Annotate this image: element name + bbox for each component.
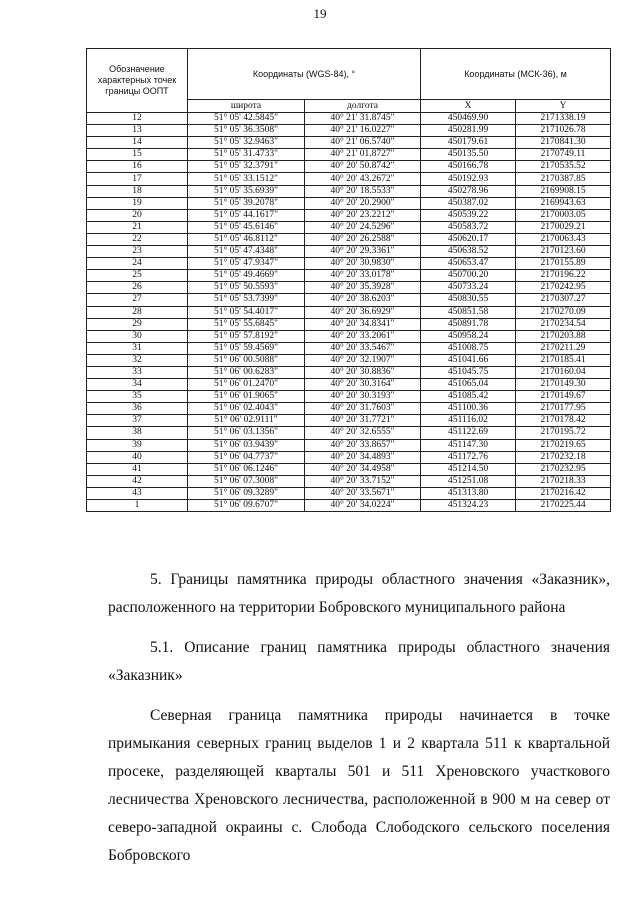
point-id-cell: 18	[87, 185, 188, 197]
latitude-cell: 51° 05' 39.2078"	[188, 197, 305, 209]
section-5-1-heading: 5.1. Описание границ памятника природы областного значения «Заказник»	[108, 639, 610, 684]
latitude-cell: 51° 06' 09.3289"	[188, 487, 305, 499]
point-id-cell: 39	[87, 439, 188, 451]
y-coordinate-cell: 2170841.30	[516, 137, 611, 149]
table-row	[87, 354, 611, 366]
y-coordinate-cell: 2170203.88	[516, 330, 611, 342]
table-row	[87, 149, 611, 161]
x-coordinate-cell: 450179.61	[421, 137, 516, 149]
subheader-y: Y	[516, 100, 611, 113]
point-id-cell: 33	[87, 366, 188, 378]
point-id-cell: 20	[87, 209, 188, 221]
longitude-cell: 40° 20' 35.3928"	[305, 282, 421, 294]
x-coordinate-cell: 450192.93	[421, 173, 516, 185]
latitude-cell: 51° 05' 32.9463"	[188, 137, 305, 149]
y-coordinate-cell: 2170234.54	[516, 318, 611, 330]
table-row	[87, 439, 611, 451]
longitude-cell: 40° 21' 31.8745"	[305, 113, 421, 125]
y-coordinate-cell: 2170749.11	[516, 149, 611, 161]
table-row	[87, 463, 611, 475]
x-coordinate-cell: 450620.17	[421, 233, 516, 245]
latitude-cell: 51° 06' 07.3008"	[188, 475, 305, 487]
x-coordinate-cell: 450733.24	[421, 282, 516, 294]
point-id-cell: 14	[87, 137, 188, 149]
x-coordinate-cell: 450469.90	[421, 113, 516, 125]
x-coordinate-cell: 450278.96	[421, 185, 516, 197]
subheader-latitude: широта	[188, 100, 305, 113]
point-id-cell: 30	[87, 330, 188, 342]
longitude-cell: 40° 20' 33.7152"	[305, 475, 421, 487]
latitude-cell: 51° 05' 36.3508"	[188, 125, 305, 137]
latitude-cell: 51° 06' 02.4043"	[188, 403, 305, 415]
latitude-cell: 51° 06' 02.9111"	[188, 415, 305, 427]
latitude-cell: 51° 05' 33.1512"	[188, 173, 305, 185]
y-coordinate-cell: 2170029.21	[516, 221, 611, 233]
point-id-cell: 37	[87, 415, 188, 427]
x-coordinate-cell: 451008.75	[421, 342, 516, 354]
table-row	[87, 487, 611, 499]
table-row	[87, 185, 611, 197]
x-coordinate-cell: 450700.20	[421, 270, 516, 282]
point-id-cell: 43	[87, 487, 188, 499]
y-coordinate-cell: 2170177.95	[516, 403, 611, 415]
y-coordinate-cell: 2169943.63	[516, 197, 611, 209]
section-text	[108, 566, 610, 870]
y-coordinate-cell: 2171338.19	[516, 113, 611, 125]
table-row	[87, 209, 611, 221]
x-coordinate-cell: 450638.52	[421, 246, 516, 258]
x-coordinate-cell: 451122.69	[421, 427, 516, 439]
latitude-cell: 51° 06' 09.6707"	[188, 500, 305, 512]
longitude-cell: 40° 20' 24.5296"	[305, 221, 421, 233]
longitude-cell: 40° 20' 50.8742"	[305, 161, 421, 173]
longitude-cell: 40° 20' 30.3193"	[305, 391, 421, 403]
longitude-cell: 40° 20' 30.9830"	[305, 258, 421, 270]
longitude-cell: 40° 20' 33.0178"	[305, 270, 421, 282]
point-id-cell: 21	[87, 221, 188, 233]
longitude-cell: 40° 20' 34.0224"	[305, 500, 421, 512]
y-coordinate-cell: 2170218.33	[516, 475, 611, 487]
table-row	[87, 270, 611, 282]
point-id-cell: 15	[87, 149, 188, 161]
x-coordinate-cell: 450653.47	[421, 258, 516, 270]
y-coordinate-cell: 2170178.42	[516, 415, 611, 427]
latitude-cell: 51° 06' 03.9439"	[188, 439, 305, 451]
longitude-cell: 40° 21' 06.5740"	[305, 137, 421, 149]
longitude-cell: 40° 20' 29.3361"	[305, 246, 421, 258]
x-coordinate-cell: 450830.55	[421, 294, 516, 306]
table-row	[87, 125, 611, 137]
y-coordinate-cell: 2170219.65	[516, 439, 611, 451]
point-id-cell: 36	[87, 403, 188, 415]
x-coordinate-cell: 451085.42	[421, 391, 516, 403]
point-id-cell: 32	[87, 354, 188, 366]
latitude-cell: 51° 06' 00.6283"	[188, 366, 305, 378]
x-coordinate-cell: 451172.76	[421, 451, 516, 463]
latitude-cell: 51° 05' 49.4669"	[188, 270, 305, 282]
longitude-cell: 40° 20' 31.7721"	[305, 415, 421, 427]
x-coordinate-cell: 451324.23	[421, 500, 516, 512]
table-row	[87, 137, 611, 149]
x-coordinate-cell: 451251.08	[421, 475, 516, 487]
table-row	[87, 330, 611, 342]
longitude-cell: 40° 20' 23.2212"	[305, 209, 421, 221]
point-id-cell: 26	[87, 282, 188, 294]
latitude-cell: 51° 05' 31.4733"	[188, 149, 305, 161]
x-coordinate-cell: 451045.75	[421, 366, 516, 378]
point-id-cell: 12	[87, 113, 188, 125]
point-id-cell: 42	[87, 475, 188, 487]
longitude-cell: 40° 21' 16.0227"	[305, 125, 421, 137]
latitude-cell: 51° 05' 59.4569"	[188, 342, 305, 354]
subheader-longitude: долгота	[305, 100, 421, 113]
longitude-cell: 40° 20' 31.7603"	[305, 403, 421, 415]
point-id-cell: 29	[87, 318, 188, 330]
latitude-cell: 51° 05' 53.7399"	[188, 294, 305, 306]
table-row	[87, 391, 611, 403]
longitude-cell: 40° 20' 30.3164"	[305, 379, 421, 391]
table-row	[87, 427, 611, 439]
x-coordinate-cell: 451065.04	[421, 379, 516, 391]
longitude-cell: 40° 20' 34.8341"	[305, 318, 421, 330]
latitude-cell: 51° 05' 44.1617"	[188, 209, 305, 221]
y-coordinate-cell: 2170216.42	[516, 487, 611, 499]
point-id-cell: 16	[87, 161, 188, 173]
latitude-cell: 51° 05' 45.6146"	[188, 221, 305, 233]
longitude-cell: 40° 20' 36.6929"	[305, 306, 421, 318]
x-coordinate-cell: 451041.66	[421, 354, 516, 366]
y-coordinate-cell: 2170003.05	[516, 209, 611, 221]
longitude-cell: 40° 20' 32.6555"	[305, 427, 421, 439]
y-coordinate-cell: 2170535.52	[516, 161, 611, 173]
y-coordinate-cell: 2170196.22	[516, 270, 611, 282]
point-id-cell: 17	[87, 173, 188, 185]
table-row	[87, 258, 611, 270]
boundary-description: Северная граница памятника природы начинается в точке примыкания северных границ выделов 1 и 2 квартала 511 к квартальной просеке, разделяющей кварталы 501 и 511 Хреновского участкового лесничества Хреновского лесничества, расположенной в 900 м на север от северо-западной окраины с. Слобода Слободского сельского поселения Бобровского	[108, 707, 610, 864]
x-coordinate-cell: 451313.80	[421, 487, 516, 499]
table-row	[87, 451, 611, 463]
table-row	[87, 221, 611, 233]
y-coordinate-cell: 2170063.43	[516, 233, 611, 245]
latitude-cell: 51° 05' 57.8192"	[188, 330, 305, 342]
y-coordinate-cell: 2170270.09	[516, 306, 611, 318]
y-coordinate-cell: 2170211.29	[516, 342, 611, 354]
longitude-cell: 40° 20' 18.5533"	[305, 185, 421, 197]
table-row	[87, 475, 611, 487]
table-row	[87, 342, 611, 354]
point-id-cell: 1	[87, 500, 188, 512]
y-coordinate-cell: 2170149.30	[516, 379, 611, 391]
point-id-cell: 28	[87, 306, 188, 318]
point-id-cell: 24	[87, 258, 188, 270]
longitude-cell: 40° 20' 32.1907"	[305, 354, 421, 366]
point-id-cell: 25	[87, 270, 188, 282]
point-id-cell: 35	[87, 391, 188, 403]
longitude-cell: 40° 20' 38.6203"	[305, 294, 421, 306]
subheader-x: X	[421, 100, 516, 113]
x-coordinate-cell: 450166.78	[421, 161, 516, 173]
longitude-cell: 40° 20' 43.2672"	[305, 173, 421, 185]
latitude-cell: 51° 06' 04.7737"	[188, 451, 305, 463]
x-coordinate-cell: 450851.58	[421, 306, 516, 318]
coordinates-table	[86, 48, 611, 512]
y-coordinate-cell: 2171026.78	[516, 125, 611, 137]
table-row	[87, 403, 611, 415]
point-id-cell: 40	[87, 451, 188, 463]
point-id-cell: 41	[87, 463, 188, 475]
latitude-cell: 51° 06' 01.2470"	[188, 379, 305, 391]
x-coordinate-cell: 450135.50	[421, 149, 516, 161]
point-id-cell: 27	[87, 294, 188, 306]
x-coordinate-cell: 451100.36	[421, 403, 516, 415]
y-coordinate-cell: 2169908.15	[516, 185, 611, 197]
y-coordinate-cell: 2170149.67	[516, 391, 611, 403]
latitude-cell: 51° 05' 47.4348"	[188, 246, 305, 258]
y-coordinate-cell: 2170387.85	[516, 173, 611, 185]
point-id-cell: 23	[87, 246, 188, 258]
x-coordinate-cell: 450583.72	[421, 221, 516, 233]
latitude-cell: 51° 06' 00.5088"	[188, 354, 305, 366]
point-id-cell: 38	[87, 427, 188, 439]
y-coordinate-cell: 2170195.72	[516, 427, 611, 439]
latitude-cell: 51° 05' 55.6845"	[188, 318, 305, 330]
table-row	[87, 246, 611, 258]
longitude-cell: 40° 20' 34.4958"	[305, 463, 421, 475]
table-row	[87, 318, 611, 330]
x-coordinate-cell: 450891.78	[421, 318, 516, 330]
header-point: Обозначение характерных точек границы ООПТ	[87, 49, 188, 113]
table-row	[87, 379, 611, 391]
latitude-cell: 51° 05' 35.6939"	[188, 185, 305, 197]
latitude-cell: 51° 05' 32.3791"	[188, 161, 305, 173]
table-row	[87, 366, 611, 378]
table-row	[87, 161, 611, 173]
longitude-cell: 40° 20' 30.8836"	[305, 366, 421, 378]
point-id-cell: 31	[87, 342, 188, 354]
x-coordinate-cell: 451116.02	[421, 415, 516, 427]
longitude-cell: 40° 20' 33.8657"	[305, 439, 421, 451]
table-body	[87, 113, 611, 512]
y-coordinate-cell: 2170160.04	[516, 366, 611, 378]
latitude-cell: 51° 05' 42.5845"	[188, 113, 305, 125]
table-row	[87, 500, 611, 512]
y-coordinate-cell: 2170185.41	[516, 354, 611, 366]
x-coordinate-cell: 451214.50	[421, 463, 516, 475]
table-row	[87, 197, 611, 209]
table-row	[87, 282, 611, 294]
longitude-cell: 40° 20' 20.2900"	[305, 197, 421, 209]
header-wgs: Координаты (WGS-84), °	[188, 49, 421, 100]
x-coordinate-cell: 451147.30	[421, 439, 516, 451]
y-coordinate-cell: 2170232.95	[516, 463, 611, 475]
table-row	[87, 306, 611, 318]
latitude-cell: 51° 06' 01.9065"	[188, 391, 305, 403]
y-coordinate-cell: 2170307.27	[516, 294, 611, 306]
table-row	[87, 294, 611, 306]
point-id-cell: 19	[87, 197, 188, 209]
longitude-cell: 40° 21' 01.8727"	[305, 149, 421, 161]
y-coordinate-cell: 2170242.95	[516, 282, 611, 294]
longitude-cell: 40° 20' 34.4893"	[305, 451, 421, 463]
point-id-cell: 34	[87, 379, 188, 391]
header-msk: Координаты (МСК-36), м	[421, 49, 611, 100]
x-coordinate-cell: 450281.99	[421, 125, 516, 137]
longitude-cell: 40° 20' 33.5671"	[305, 487, 421, 499]
table-row	[87, 415, 611, 427]
x-coordinate-cell: 450387.02	[421, 197, 516, 209]
latitude-cell: 51° 05' 50.5593"	[188, 282, 305, 294]
table-row	[87, 233, 611, 245]
x-coordinate-cell: 450958.24	[421, 330, 516, 342]
y-coordinate-cell: 2170232.18	[516, 451, 611, 463]
latitude-cell: 51° 06' 06.1246"	[188, 463, 305, 475]
latitude-cell: 51° 05' 46.8112"	[188, 233, 305, 245]
table-row	[87, 113, 611, 125]
longitude-cell: 40° 20' 33.5467"	[305, 342, 421, 354]
longitude-cell: 40° 20' 26.2588"	[305, 233, 421, 245]
y-coordinate-cell: 2170225.44	[516, 500, 611, 512]
latitude-cell: 51° 06' 03.1356"	[188, 427, 305, 439]
longitude-cell: 40° 20' 33.2061"	[305, 330, 421, 342]
y-coordinate-cell: 2170155.89	[516, 258, 611, 270]
x-coordinate-cell: 450539.22	[421, 209, 516, 221]
point-id-cell: 13	[87, 125, 188, 137]
point-id-cell: 22	[87, 233, 188, 245]
latitude-cell: 51° 05' 54.4017"	[188, 306, 305, 318]
table-row	[87, 173, 611, 185]
y-coordinate-cell: 2170123.60	[516, 246, 611, 258]
section-5-heading: 5. Границы памятника природы областного значения «Заказник», расположенного на территории Бобровского муниципального района	[108, 571, 610, 616]
latitude-cell: 51° 05' 47.9347"	[188, 258, 305, 270]
page-number: 19	[313, 6, 327, 21]
